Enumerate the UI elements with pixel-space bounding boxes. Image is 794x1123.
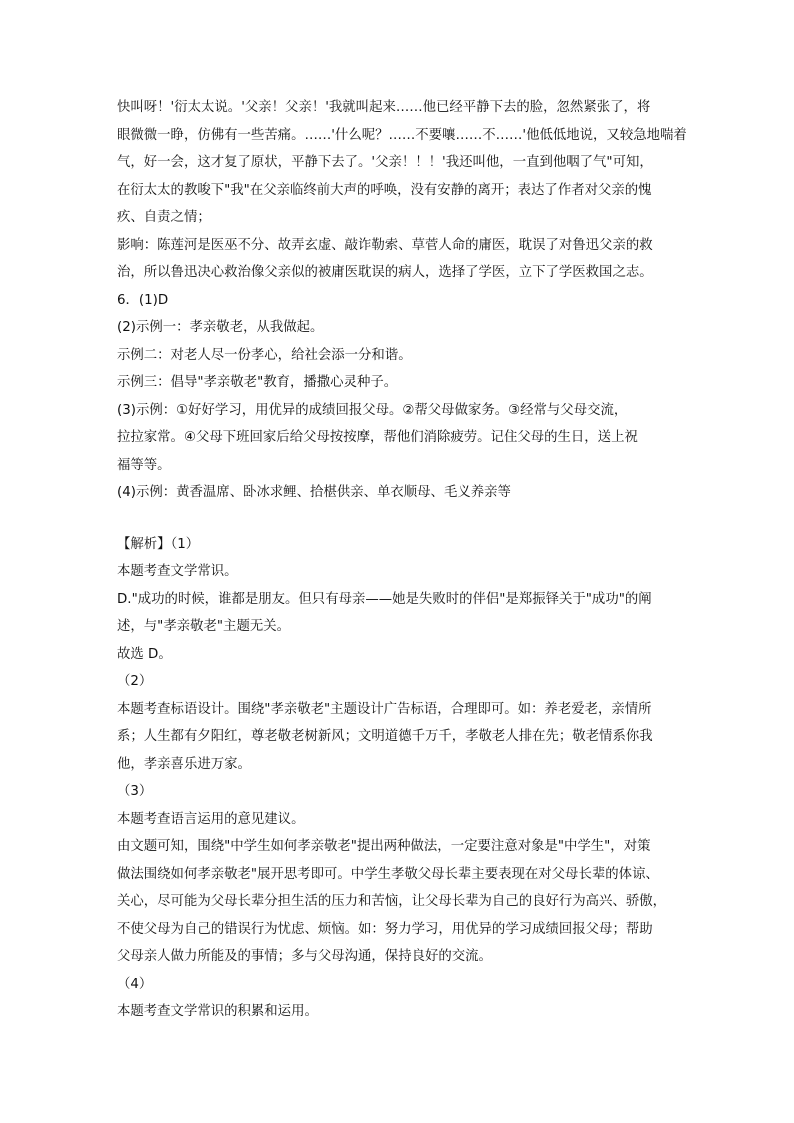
text-line: 本题考查文学常识。 bbox=[117, 564, 238, 579]
subquestion-number: （2） bbox=[117, 674, 153, 689]
text-line: 气，好一会，这才复了原状，平静下去了。'父亲！！！'我还叫他，一直到他咽了气"可知， bbox=[117, 155, 653, 170]
text-line: 故选 D。 bbox=[117, 646, 172, 662]
answer-section bbox=[117, 94, 685, 507]
text-line: 述，与"孝亲敬老"主题无关。 bbox=[117, 619, 291, 634]
text-line: (3)示例：①好好学习，用优异的成绩回报父母。②帮父母做家务。③经常与父母交流， bbox=[117, 402, 628, 418]
text-line: 眼微微一睁，仿佛有一些苦痛。……'什么呢？……不要嚷……不……'他低低地说，又较急地喘着 bbox=[117, 127, 687, 143]
text-line: 示例三：倡导"孝亲敬老"教育，播撒心灵种子。 bbox=[117, 375, 398, 390]
document-page bbox=[117, 94, 685, 1026]
text-line: 他，孝亲喜乐进万家。 bbox=[117, 756, 251, 772]
text-line: 疚、自责之情； bbox=[117, 210, 211, 225]
analysis-section bbox=[117, 531, 685, 1026]
text-line: 拉拉家常。④父母下班回家后给父母按按摩，帮他们消除疲劳。记住父母的生日，送上祝 bbox=[117, 430, 638, 445]
text-line: 系；人生都有夕阳红，尊老敬老树新风；文明道德千万千，孝敬老人排在先；敬老情系你我 bbox=[117, 729, 653, 744]
text-line: 福等等。 bbox=[117, 457, 171, 473]
text-line: 做法围绕如何孝亲敬老"展开思考即可。中学生孝敬父母长辈主要表现在对父母长辈的体谅、 bbox=[117, 866, 659, 882]
analysis-heading: 【解析】（1） bbox=[117, 536, 200, 552]
text-line: 本题考查标语设计。围绕"孝亲敬老"主题设计广告标语，合理即可。如：养老爱老，亲情所 bbox=[117, 701, 652, 717]
text-line: 在衍太太的教唆下"我"在父亲临终前大声的呼唤，没有安静的离开；表达了作者对父亲的愧 bbox=[117, 182, 652, 198]
text-line: (2)示例一：孝亲敬老，从我做起。 bbox=[117, 320, 324, 335]
text-line: 由文题可知，围绕"中学生如何孝亲敬老"提出两种做法，一定要注意对象是"中学生"，对策 bbox=[117, 839, 651, 854]
text-line: 本题考查文学常识的积累和运用。 bbox=[117, 1004, 318, 1019]
subquestion-number: （3） bbox=[117, 784, 153, 799]
subquestion-number: （4） bbox=[117, 976, 153, 992]
text-line: 影响：陈莲河是医巫不分、故弄玄虚、敲诈勒索、草菅人命的庸医，耽误了对鲁迅父亲的救 bbox=[117, 237, 653, 253]
question-number-line: 6．(1)D bbox=[117, 292, 169, 308]
text-line: 治，所以鲁迅决心救治像父亲似的被庸医耽误的病人，选择了学医，立下了学医救国之志。 bbox=[117, 265, 653, 280]
section-gap bbox=[117, 507, 685, 531]
text-line: 关心，尽可能为父母长辈分担生活的压力和苦恼，让父母长辈为自己的良好行为高兴、骄傲， bbox=[117, 894, 667, 909]
text-line: (4)示例：黄香温席、卧冰求鲤、拾椹供亲、单衣顺母、毛义养亲等 bbox=[117, 485, 511, 500]
text-line: 示例二：对老人尽一份孝心，给社会添一分和谐。 bbox=[117, 347, 412, 363]
text-line: D."成功的时候，谁都是朋友。但只有母亲——她是失败时的伴侣"是郑振铎关于"成功"的阐 bbox=[117, 591, 652, 607]
text-line: 不使父母为自己的错误行为忧虑、烦恼。如：努力学习，用优异的学习成绩回报父母；帮助 bbox=[117, 921, 653, 937]
text-line: 父母亲人做力所能及的事情；多与父母沟通，保持良好的交流。 bbox=[117, 949, 492, 964]
text-line: 本题考查语言运用的意见建议。 bbox=[117, 811, 305, 827]
text-line: 快叫呀！'衍太太说。'父亲！父亲！'我就叫起来……他已经平静下去的脸，忽然紧张了，将 bbox=[117, 100, 651, 115]
